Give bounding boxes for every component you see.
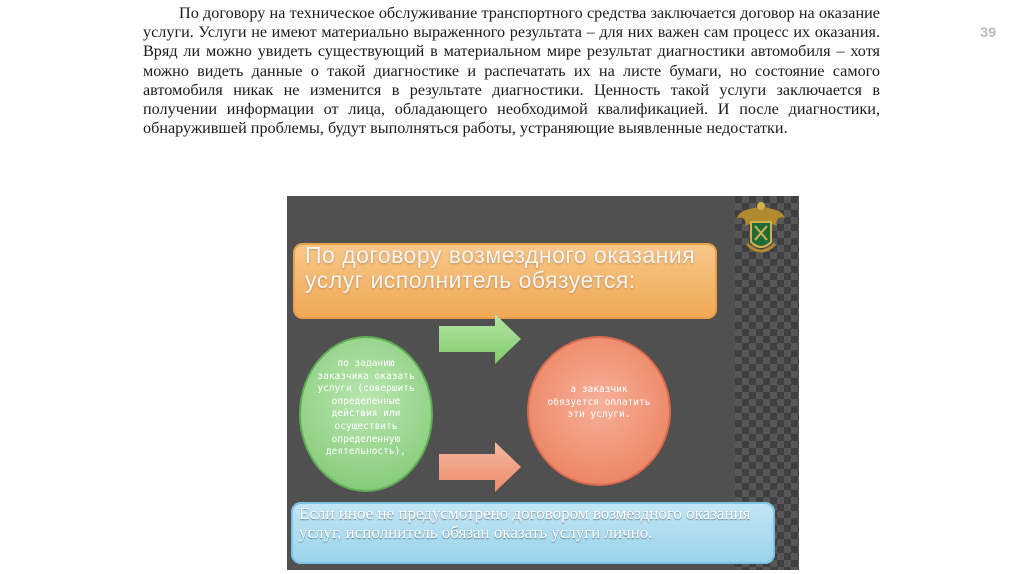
- body-paragraph: [143, 4, 880, 138]
- body-paragraph-text: По договору на техническое обслуживание транспортного средства заключается договор на оказание услуги. Услуги не имеют материально выраженного результата – для них важен сам процесс их оказания. Вряд ли можно увидеть существующий в материальном мире результат диагностики автомобиля – хотя можно видеть данные о такой диагностике и распечатать их на листе бумаги, но состояние самого автомобиля никак не изменится в результате диагностики. Ценность такой услуги заключается в получении информации от лица, обладающего необходимой квалификацией. И после диагностики, обнаружившей проблемы, будут выполняться работы, устраняющие выявленные недостатки.: [143, 4, 880, 138]
- page-number: 39: [980, 24, 996, 40]
- customer-obligation-text: а заказчик обязуется оплатить эти услуги.: [547, 384, 651, 421]
- executor-obligation-text: по заданию заказчика оказать услуги (совершить определенные действия или осуществить определенную деятельность),: [317, 358, 415, 458]
- slide-heading: По договору возмездного оказания услуг исполнитель обязуется:: [305, 242, 696, 293]
- note-box: [291, 502, 775, 564]
- slide-image: [287, 196, 799, 570]
- arrow-right-icon: [439, 314, 521, 364]
- executor-obligation-circle: [299, 336, 433, 492]
- arrow-right-icon: [439, 442, 521, 492]
- customs-emblem-icon: [733, 200, 789, 260]
- customer-obligation-circle: [527, 336, 671, 486]
- slide-note: Если иное не предусмотрено договором возмездного оказания услуг, исполнитель обязан оказать услуги лично.: [299, 504, 751, 542]
- heading-box: [293, 243, 717, 319]
